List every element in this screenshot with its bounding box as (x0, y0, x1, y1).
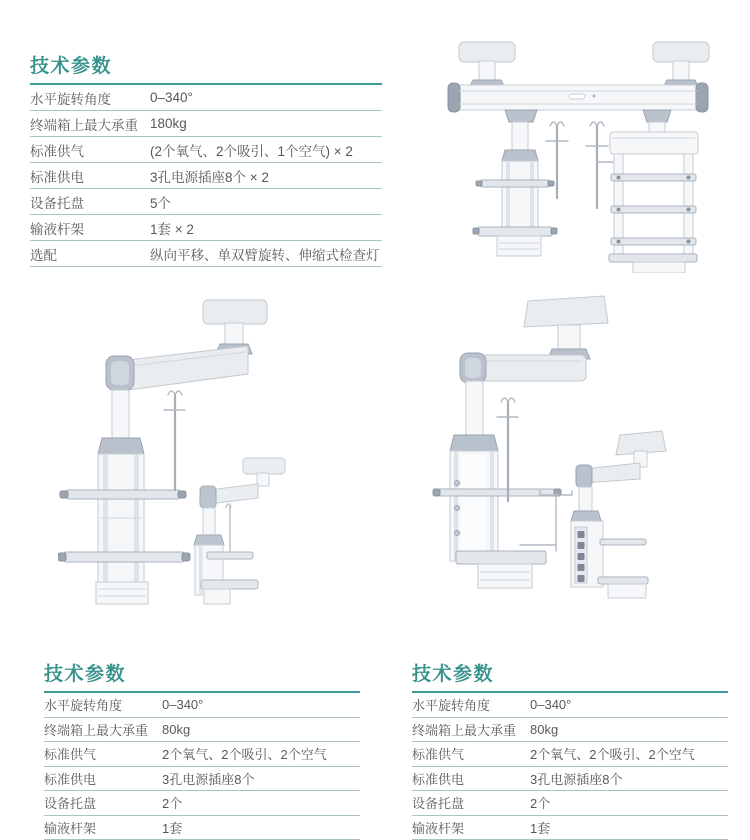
spec-table-header (44, 665, 360, 693)
tall-pendant-image (428, 293, 668, 615)
bottom-tray (64, 552, 184, 562)
spec-value: 0–340° (150, 90, 382, 105)
spec-value: 2个 (530, 793, 728, 812)
bottom-tray (456, 551, 546, 564)
spec-label: 标准供电 (30, 166, 150, 186)
spec-label: 终端箱上最大承重 (412, 720, 530, 739)
spec-row-iv-rack (44, 816, 360, 840)
spec-table-title: 技术参数 (44, 664, 126, 685)
iv-pole (164, 391, 185, 490)
spec-label: 标准供气 (412, 744, 530, 763)
spec-row-trays (44, 791, 360, 816)
spec-value: 180kg (150, 116, 382, 131)
spec-label: 水平旋转角度 (30, 88, 150, 108)
pendant-column (450, 381, 498, 561)
shelf (611, 206, 696, 213)
spec-value: 2个 (162, 793, 360, 812)
spec-value: 1套 × 2 (150, 218, 382, 238)
spec-value: 0–340° (162, 697, 360, 712)
shelf (611, 174, 696, 181)
spec-value: 5个 (150, 192, 382, 212)
spec-row-rotation (412, 693, 728, 718)
spec-value: 0–340° (530, 697, 728, 712)
spec-label: 标准供气 (30, 140, 150, 160)
spec-label: 标准供电 (412, 769, 530, 788)
spec-label: 输液杆架 (412, 818, 530, 837)
spec-label: 输液杆架 (44, 818, 162, 837)
spec-value: 1套 (162, 818, 360, 837)
spec-label: 标准供气 (44, 744, 162, 763)
spec-row-rotation (44, 693, 360, 718)
spec-value: 纵向平移、单双臂旋转、伸缩式检查灯 (150, 244, 382, 264)
ceiling-plate (524, 296, 608, 359)
tall-pendant-illustration (428, 293, 668, 615)
spec-row-max-load (412, 718, 728, 743)
spec-value: (2个氧气、2个吸引、1个空气) × 2 (150, 140, 382, 160)
spec-value: 1套 (530, 818, 728, 837)
spec-value: 80kg (530, 722, 728, 737)
ceiling-plate (203, 300, 267, 354)
iv-pole (546, 122, 619, 208)
shelf (480, 180, 550, 187)
support-beam (448, 83, 708, 112)
spec-table-title: 技术参数 (412, 664, 494, 685)
spec-row-iv-rack (412, 816, 728, 840)
base-box (478, 564, 532, 588)
spec-row-power-supply (44, 767, 360, 792)
spec-value: 2个氧气、2个吸引、2个空气 (530, 744, 728, 763)
ceiling-plate (459, 42, 709, 88)
swivel-arm (106, 346, 248, 390)
spec-row-gas-supply (30, 137, 382, 163)
shelf (600, 539, 646, 545)
spec-value: 80kg (162, 722, 360, 737)
spec-row-trays (30, 189, 382, 215)
spec-table-header (412, 665, 728, 693)
single-pendant-shelves-image (58, 294, 288, 616)
spec-label: 设备托盘 (44, 793, 162, 812)
background-small-pendant (194, 458, 285, 604)
spec-label: 水平旋转角度 (412, 695, 530, 714)
iv-pole (497, 398, 572, 551)
base-box (96, 582, 148, 604)
spec-row-power-supply (412, 767, 728, 792)
spec-table-tall-pendant (412, 665, 728, 840)
spec-table-title: 技术参数 (30, 56, 112, 77)
spec-value: 3孔电源插座8个 × 2 (150, 166, 382, 186)
spec-label: 设备托盘 (30, 192, 150, 212)
spec-row-power-supply (30, 163, 382, 189)
spec-label: 终端箱上最大承重 (44, 720, 162, 739)
bridge-pendant-image (435, 28, 720, 273)
spec-table-bridge-pendant (30, 57, 382, 267)
spec-row-gas-supply (44, 742, 360, 767)
bottom-tray (478, 227, 552, 236)
spec-row-gas-supply (412, 742, 728, 767)
spec-row-max-load (30, 111, 382, 137)
spec-value: 3孔电源插座8个 (162, 769, 360, 788)
pendant-rail-frame-right (609, 110, 698, 273)
spec-row-rotation (30, 85, 382, 111)
spec-table-header (30, 57, 382, 85)
spec-value: 3孔电源插座8个 (530, 769, 728, 788)
shelf (66, 490, 180, 499)
spec-label: 终端箱上最大承重 (30, 114, 150, 134)
spec-label: 输液杆架 (30, 218, 150, 238)
power-outlet (578, 542, 585, 549)
small-pendant-with-outlets (571, 431, 666, 598)
power-outlet (578, 553, 585, 560)
bridge-pendant-illustration (435, 28, 720, 273)
spec-table-single-pendant (44, 665, 360, 840)
swivel-arm (460, 353, 586, 383)
spec-label: 标准供电 (44, 769, 162, 788)
spec-label: 设备托盘 (412, 793, 530, 812)
spec-row-trays (412, 791, 728, 816)
spec-value: 2个氧气、2个吸引、2个空气 (162, 744, 360, 763)
shelf (611, 238, 696, 245)
shelf (201, 580, 258, 589)
spec-row-iv-rack (30, 215, 382, 241)
shelf (207, 552, 253, 559)
spec-row-options (30, 241, 382, 267)
spec-label: 选配 (30, 244, 150, 264)
spec-label: 水平旋转角度 (44, 695, 162, 714)
shelf (598, 577, 648, 584)
power-outlet (578, 575, 585, 582)
power-outlet (578, 531, 585, 538)
pendant-column-left (473, 110, 557, 256)
power-outlet (578, 564, 585, 571)
single-pendant-illustration (58, 294, 288, 616)
spec-row-max-load (44, 718, 360, 743)
